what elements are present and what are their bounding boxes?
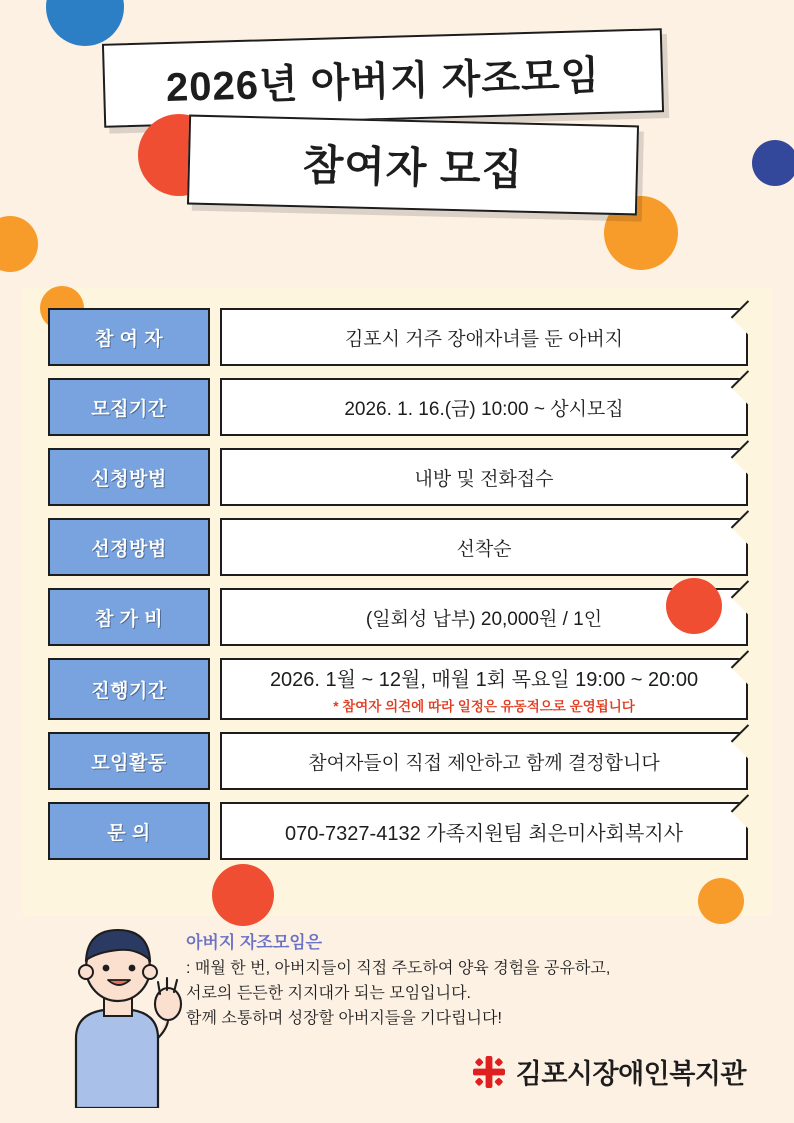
info-row-label: 문 의: [48, 802, 210, 860]
description-block: [186, 928, 746, 1031]
info-row-value: [220, 448, 748, 506]
organization-logo: [472, 1052, 746, 1091]
info-row-value: [220, 378, 748, 436]
title-banner-line1: [102, 28, 664, 128]
info-row-value: [220, 518, 748, 576]
description-line: 함께 소통하며 성장할 아버지들을 기다립니다!: [186, 1009, 502, 1027]
info-row: [48, 732, 748, 790]
info-row-label: 참 여 자: [48, 308, 210, 366]
info-row-value: [220, 308, 748, 366]
info-row-value-text: 김포시 거주 장애자녀를 둔 아버지: [344, 328, 624, 350]
info-row: [48, 518, 748, 576]
father-mascot-illustration: [58, 918, 188, 1108]
info-row-value: [220, 802, 748, 860]
info-row-value-text: 070-7327-4132 가족지원팀 최은미사회복지사: [285, 822, 683, 845]
info-row: [48, 308, 748, 366]
description-line: 서로의 든든한 지지대가 되는 모임입니다.: [186, 984, 471, 1002]
info-row-value: [220, 658, 748, 720]
description-line: : 매월 한 번, 아버지들이 직접 주도하여 양육 경험을 공유하고,: [186, 960, 611, 977]
decorative-circle-orange-bottom: [698, 878, 744, 924]
info-rows: [48, 308, 748, 872]
info-row-label: 진행기간: [48, 658, 210, 720]
title-banner-line2: [187, 115, 639, 216]
poster-title: [0, 36, 794, 226]
title-line2-text: 참여자 모집: [302, 141, 524, 194]
organization-name: 김포시장애인복지관: [515, 1059, 746, 1089]
info-row: [48, 378, 748, 436]
info-row-value-text: 선착순: [456, 538, 512, 560]
info-row-value-note: * 참여자 의견에 따라 일정은 유동적으로 운영됩니다: [333, 699, 635, 714]
title-line1-text: 2026년 아버지 자조모임: [165, 53, 601, 110]
info-row-label: 모집기간: [48, 378, 210, 436]
info-row-value: [220, 732, 748, 790]
info-row-label: 모임활동: [48, 732, 210, 790]
info-row: [48, 658, 748, 720]
info-row-label: 참 가 비: [48, 588, 210, 646]
info-row: [48, 448, 748, 506]
info-row: [48, 588, 748, 646]
info-row-value-text: 참여자들이 직접 제안하고 함께 결정합니다: [308, 752, 660, 774]
welfare-center-symbol-icon: [472, 1055, 506, 1089]
info-row-value-text: 내방 및 전화접수: [414, 468, 554, 490]
info-row-label: 신청방법: [48, 448, 210, 506]
decorative-circle-red-bottom: [212, 864, 274, 926]
decorative-circle-red-mid: [666, 578, 722, 634]
info-row-value-text: 2026. 1월 ~ 12월, 매월 1회 목요일 19:00 ~ 20:00: [269, 669, 699, 691]
info-card: [22, 288, 772, 916]
info-row-value-text: (일회성 납부) 20,000원 / 1인: [365, 608, 603, 630]
info-row-value-text: 2026. 1. 16.(금) 10:00 ~ 상시모집: [344, 398, 624, 420]
info-row: [48, 802, 748, 860]
info-row-label: 선정방법: [48, 518, 210, 576]
description-heading: 아버지 자조모임은: [186, 933, 323, 952]
